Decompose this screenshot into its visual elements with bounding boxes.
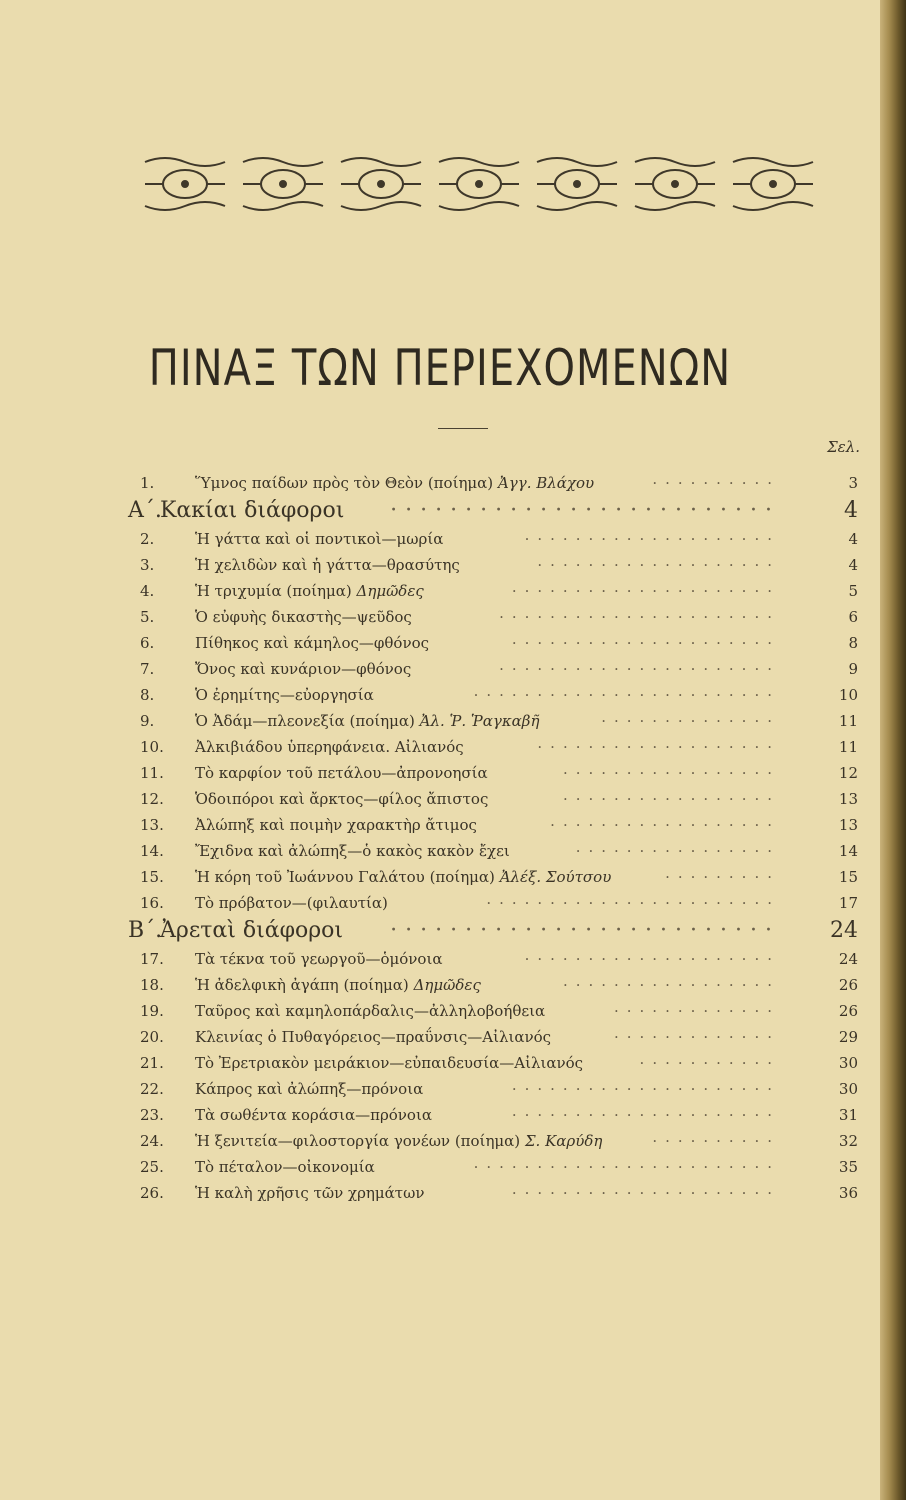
entry-page-number: 14 (838, 842, 858, 860)
entry-page-number: 6 (848, 608, 858, 626)
entry-number: 16. (140, 894, 164, 912)
entry-title: Ἡ ἀδελφικὴ ἀγάπη (ποίημα) Δημῶδες (195, 976, 481, 994)
entry-title: Ὄνος καὶ κυνάριον—φθόνος (195, 660, 412, 678)
entry-author: Δημῶδες (413, 976, 481, 994)
entry-page-number: 32 (838, 1132, 858, 1150)
toc-entry (0, 1102, 880, 1128)
entry-title: Τὸ καρφίον τοῦ πετάλου—ἀπρονοησία (195, 764, 488, 782)
entry-page-number: 36 (838, 1184, 858, 1202)
toc-entry (0, 946, 880, 972)
entry-title: Τὰ σωθέντα κοράσια—πρόνοια (195, 1106, 432, 1124)
entry-page-number: 8 (848, 634, 858, 652)
entry-title: Κακίαι διάφοροι (160, 498, 345, 523)
entry-title: Ἡ χελιδὼν καὶ ἡ γάττα—θρασύτης (195, 556, 460, 574)
toc-entry (0, 656, 880, 682)
leader-dots: ························ (473, 686, 780, 704)
toc-entry (0, 1024, 880, 1050)
entry-number: Α΄. (128, 498, 162, 523)
leader-dots: ··········· (639, 1054, 780, 1072)
entry-title: Ταῦρος καὶ καμηλοπάρδαλις—ἀλληλοβοήθεια (195, 1002, 546, 1020)
entry-number: 25. (140, 1158, 164, 1176)
toc-entry (0, 838, 880, 864)
leader-dots: ················· (562, 764, 780, 782)
leader-dots: ····················· (511, 582, 780, 600)
entry-title: Ἡ γάττα καὶ οἱ ποντικοὶ—μωρία (195, 530, 444, 548)
entry-number: 5. (140, 608, 155, 626)
entry-title: Ἡ τριχυμία (ποίημα) Δημῶδες (195, 582, 424, 600)
ornament-border (140, 150, 830, 215)
leader-dots: ············· (614, 1028, 780, 1046)
entry-title: Ἀρεταὶ διάφοροι (160, 918, 344, 943)
leader-dots: ········· (665, 868, 780, 886)
leader-dots: ····················· (511, 1106, 780, 1124)
leader-dots: ····················· (511, 634, 780, 652)
entry-number: 11. (140, 764, 164, 782)
leader-dots: ····················· (511, 1184, 780, 1202)
leader-dots: ·········· (652, 474, 780, 492)
entry-title: Ὕμνος παίδων πρὸς τὸν Θεὸν (ποίημα) Ἀγγ. Βλάχου (195, 474, 595, 492)
leader-dots: ····················· (511, 1080, 780, 1098)
entry-number: 6. (140, 634, 155, 652)
entry-page-number: 35 (838, 1158, 858, 1176)
entry-author: Ἀλ. Ῥ. Ῥαγκαβῆ (419, 712, 540, 730)
entry-page-number: 5 (848, 582, 858, 600)
entry-number: 3. (140, 556, 155, 574)
toc-entry (0, 578, 880, 604)
book-edge (880, 0, 906, 1500)
toc-entry (0, 786, 880, 812)
toc-entry (0, 972, 880, 998)
entry-number: 23. (140, 1106, 164, 1124)
entry-number: 9. (140, 712, 155, 730)
entry-page-number: 29 (838, 1028, 858, 1046)
leader-dots: ·········· (652, 1132, 780, 1150)
entry-page-number: 9 (848, 660, 858, 678)
entry-author: Δημῶδες (356, 582, 424, 600)
toc-entry (0, 708, 880, 734)
leader-dots: ················· (562, 976, 780, 994)
entry-title: Ἡ καλὴ χρῆσις τῶν χρημάτων (195, 1184, 425, 1202)
entry-title: Κλεινίας ὁ Πυθαγόρειος—πραΰνσις—Αἰλιανός (195, 1028, 552, 1046)
entry-number: 8. (140, 686, 155, 704)
toc-entry (0, 812, 880, 838)
entry-number: 7. (140, 660, 155, 678)
entry-page-number: 11 (838, 738, 858, 756)
entry-page-number: 13 (838, 816, 858, 834)
entry-author: Ἀλέξ. Σούτσου (499, 868, 612, 886)
entry-page-number: 11 (838, 712, 858, 730)
entry-title: Ὁ εὐφυὴς δικαστὴς—ψεῦδος (195, 608, 412, 626)
toc-entry (0, 1180, 880, 1206)
entry-title: Ἀλκιβιάδου ὑπερηφάνεια. Αἰλιανός (195, 738, 464, 756)
leader-dots: ······················ (499, 660, 780, 678)
toc-section-heading (0, 916, 880, 946)
entry-title: Ἡ κόρη τοῦ Ἰωάννου Γαλάτου (ποίημα) Ἀλέξ. Σούτσου (195, 868, 612, 886)
entry-title: Πίθηκος καὶ κάμηλος—φθόνος (195, 634, 430, 652)
entry-page-number: 4 (844, 498, 858, 523)
entry-number: 15. (140, 868, 164, 886)
entry-page-number: 10 (838, 686, 858, 704)
entry-title: Τὸ πρόβατον—(φιλαυτία) (195, 894, 388, 912)
toc-entry (0, 1076, 880, 1102)
entry-page-number: 13 (838, 790, 858, 808)
entry-author: Ἀγγ. Βλάχου (497, 474, 595, 492)
leader-dots: ···················· (524, 950, 780, 968)
entry-page-number: 17 (838, 894, 858, 912)
entry-number: 13. (140, 816, 164, 834)
toc-entry (0, 890, 880, 916)
toc-entry (0, 1128, 880, 1154)
entry-title: Τὰ τέκνα τοῦ γεωργοῦ—ὁμόνοια (195, 950, 443, 968)
entry-page-number: 4 (848, 530, 858, 548)
page-title: ΠΙΝΑΞ ΤΩΝ ΠΕΡΙΕΧΟΜΕΝΩΝ (148, 340, 732, 398)
toc-entry (0, 682, 880, 708)
toc-entry (0, 864, 880, 890)
leader-dots: ······················ (499, 608, 780, 626)
leader-dots: ························ (473, 1158, 780, 1176)
entry-page-number: 30 (838, 1080, 858, 1098)
entry-number: 19. (140, 1002, 164, 1020)
entry-title: Ἀλώπηξ καὶ ποιμὴν χαρακτὴρ ἄτιμος (195, 816, 477, 834)
entry-number: 20. (140, 1028, 164, 1046)
entry-page-number: 26 (838, 976, 858, 994)
toc-entry (0, 760, 880, 786)
entry-page-number: 24 (838, 950, 858, 968)
entry-title: Ἔχιδνα καὶ ἀλώπηξ—ὁ κακὸς κακὸν ἔχει (195, 842, 510, 860)
entry-title: Ἡ ξενιτεία—φιλοστοργία γονέων (ποίημα) Σ. Καρύδη (195, 1132, 603, 1150)
leader-dots: ··················· (537, 738, 780, 756)
entry-page-number: 24 (830, 918, 858, 943)
toc-entry (0, 1154, 880, 1180)
entry-number: 12. (140, 790, 164, 808)
leader-dots: ············· (614, 1002, 780, 1020)
toc-entry (0, 1050, 880, 1076)
entry-number: 2. (140, 530, 155, 548)
entry-title: Τὸ Ἐρετριακὸν μειράκιον—εὐπαιδευσία—Αἰλιανός (195, 1054, 584, 1072)
toc-entry (0, 998, 880, 1024)
leader-dots: ······················· (486, 894, 780, 912)
entry-title: Τὸ πέταλον—οἰκονομία (195, 1158, 375, 1176)
title-rule (438, 428, 488, 429)
entry-number: 14. (140, 842, 164, 860)
toc-entry (0, 526, 880, 552)
leader-dots: ·················· (550, 816, 780, 834)
toc-entry (0, 552, 880, 578)
leader-dots: ·························· (390, 918, 780, 943)
entry-number: 17. (140, 950, 164, 968)
toc-entry (0, 470, 880, 496)
toc-entry (0, 604, 880, 630)
leader-dots: ···················· (524, 530, 780, 548)
toc-entry (0, 734, 880, 760)
entry-title: Κάπρος καὶ ἀλώπηξ—πρόνοια (195, 1080, 424, 1098)
entry-page-number: 30 (838, 1054, 858, 1072)
entry-author: Σ. Καρύδη (524, 1132, 603, 1150)
entry-title: Ὁδοιπόροι καὶ ἄρκτος—φίλος ἄπιστος (195, 790, 489, 808)
toc-entry (0, 630, 880, 656)
leader-dots: ················ (575, 842, 780, 860)
page-column-label: Σελ. (827, 438, 860, 456)
entry-page-number: 12 (838, 764, 858, 782)
leader-dots: ·············· (601, 712, 780, 730)
leader-dots: ················· (562, 790, 780, 808)
entry-number: 24. (140, 1132, 164, 1150)
leader-dots: ··················· (537, 556, 780, 574)
toc-section-heading (0, 496, 880, 526)
entry-number: 10. (140, 738, 164, 756)
entry-page-number: 26 (838, 1002, 858, 1020)
entry-number: 26. (140, 1184, 164, 1202)
entry-title: Ὁ ἐρημίτης—εὐοργησία (195, 686, 374, 704)
entry-page-number: 31 (838, 1106, 858, 1124)
entry-number: 21. (140, 1054, 164, 1072)
entry-page-number: 15 (838, 868, 858, 886)
entry-number: 1. (140, 474, 155, 492)
leader-dots: ·························· (390, 498, 780, 523)
entry-number: 18. (140, 976, 164, 994)
entry-title: Ὁ Ἀδάμ—πλεονεξία (ποίημα) Ἀλ. Ῥ. Ῥαγκαβῆ (195, 712, 540, 730)
entry-number: 4. (140, 582, 155, 600)
entry-number: 22. (140, 1080, 164, 1098)
entry-number: Β΄. (128, 918, 163, 943)
entry-page-number: 3 (848, 474, 858, 492)
entry-page-number: 4 (848, 556, 858, 574)
